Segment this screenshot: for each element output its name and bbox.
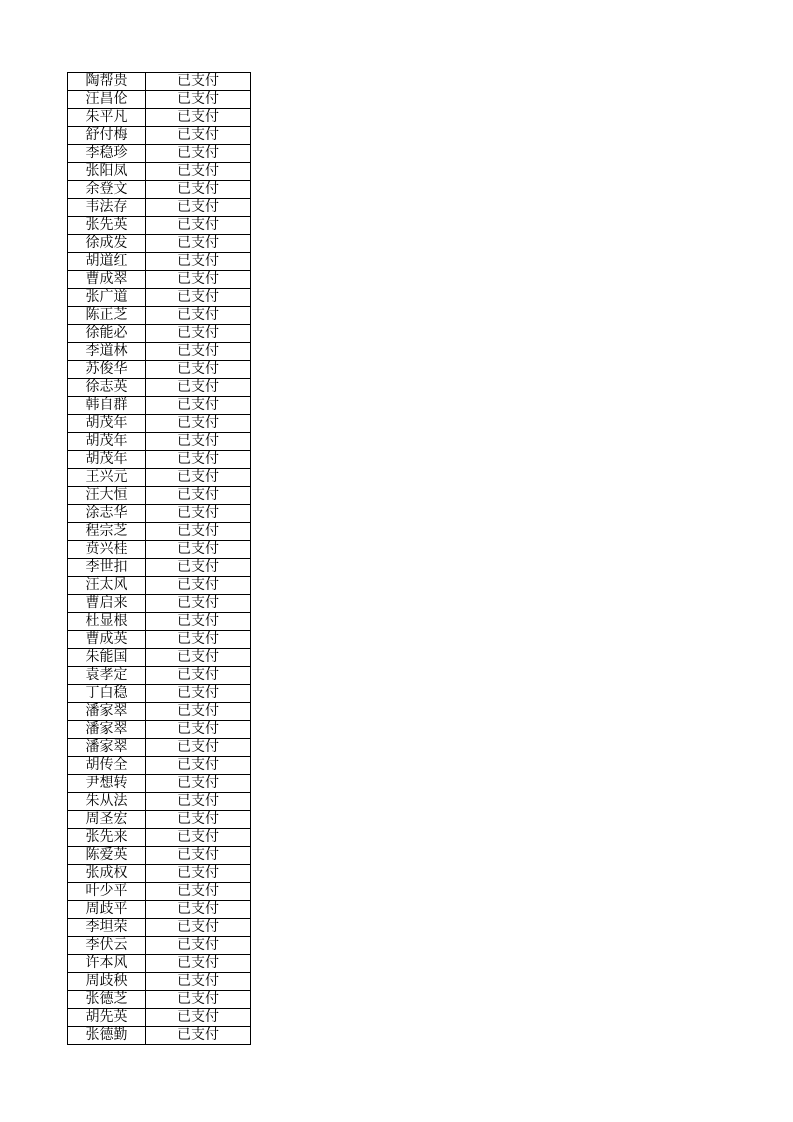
table-row [68,739,251,757]
table-row [68,235,251,253]
table-row [68,307,251,325]
payment-status-cell: 已支付 [146,721,251,739]
table-row [68,595,251,613]
payment-status-cell: 已支付 [146,559,251,577]
payment-status-cell: 已支付 [146,577,251,595]
table-row [68,91,251,109]
name-cell: 张阳凤 [68,163,146,181]
payment-status-cell: 已支付 [146,919,251,937]
payment-status-cell: 已支付 [146,73,251,91]
name-cell: 张先来 [68,829,146,847]
name-cell: 周歧秧 [68,973,146,991]
payment-status-cell: 已支付 [146,343,251,361]
payment-status-cell: 已支付 [146,793,251,811]
name-cell: 张德勤 [68,1027,146,1045]
name-cell: 曹成翠 [68,271,146,289]
payment-status-cell: 已支付 [146,379,251,397]
payment-status-cell: 已支付 [146,811,251,829]
table-row [68,613,251,631]
payment-status-cell: 已支付 [146,667,251,685]
payment-status-cell: 已支付 [146,271,251,289]
name-cell: 曹启来 [68,595,146,613]
name-cell: 胡茂年 [68,415,146,433]
name-cell: 李坦荣 [68,919,146,937]
name-cell: 李伏云 [68,937,146,955]
name-cell: 朱能国 [68,649,146,667]
payment-status-cell: 已支付 [146,253,251,271]
table-row [68,127,251,145]
table-row [68,649,251,667]
name-cell: 陈爱英 [68,847,146,865]
table-row [68,109,251,127]
table-row [68,253,251,271]
name-cell: 陶帮贵 [68,73,146,91]
table-row [68,865,251,883]
table-row [68,505,251,523]
payment-status-cell: 已支付 [146,91,251,109]
payment-status-cell: 已支付 [146,829,251,847]
table-row [68,703,251,721]
table-row [68,343,251,361]
table-row [68,469,251,487]
table-row [68,829,251,847]
payment-status-cell: 已支付 [146,937,251,955]
table-row [68,577,251,595]
payment-status-cell: 已支付 [146,451,251,469]
name-cell: 袁孝定 [68,667,146,685]
payment-status-cell: 已支付 [146,685,251,703]
table-row [68,793,251,811]
name-cell: 韦法存 [68,199,146,217]
name-cell: 曹成英 [68,631,146,649]
table-row [68,217,251,235]
name-cell: 涂志华 [68,505,146,523]
payment-status-cell: 已支付 [146,523,251,541]
table-row [68,145,251,163]
payment-status-cell: 已支付 [146,505,251,523]
payment-status-cell: 已支付 [146,757,251,775]
payment-status-cell: 已支付 [146,847,251,865]
table-row [68,631,251,649]
name-cell: 胡茂年 [68,451,146,469]
table-row [68,433,251,451]
payment-status-cell: 已支付 [146,415,251,433]
name-cell: 韩自群 [68,397,146,415]
payment-status-cell: 已支付 [146,433,251,451]
payment-status-cell: 已支付 [146,397,251,415]
payment-status-cell: 已支付 [146,127,251,145]
name-cell: 徐成发 [68,235,146,253]
payment-status-cell: 已支付 [146,541,251,559]
name-cell: 汪太风 [68,577,146,595]
name-cell: 余登文 [68,181,146,199]
payment-status-cell: 已支付 [146,235,251,253]
name-cell: 周圣宏 [68,811,146,829]
table-row [68,415,251,433]
payment-status-cell: 已支付 [146,883,251,901]
table-row [68,1009,251,1027]
name-cell: 徐能必 [68,325,146,343]
table-row [68,523,251,541]
payment-status-cell: 已支付 [146,955,251,973]
payment-status-cell: 已支付 [146,109,251,127]
name-cell: 李道林 [68,343,146,361]
table-row [68,199,251,217]
table-row [68,847,251,865]
name-cell: 李稳珍 [68,145,146,163]
payment-status-cell: 已支付 [146,865,251,883]
payment-table-body [68,73,251,1045]
payment-status-cell: 已支付 [146,361,251,379]
name-cell: 胡茂年 [68,433,146,451]
payment-status-cell: 已支付 [146,775,251,793]
name-cell: 张德芝 [68,991,146,1009]
name-cell: 潘家翠 [68,703,146,721]
name-cell: 朱平凡 [68,109,146,127]
table-row [68,1027,251,1045]
name-cell: 张成权 [68,865,146,883]
name-cell: 潘家翠 [68,721,146,739]
table-row [68,73,251,91]
payment-status-cell: 已支付 [146,649,251,667]
table-row [68,973,251,991]
name-cell: 贲兴桂 [68,541,146,559]
name-cell: 张广道 [68,289,146,307]
payment-status-cell: 已支付 [146,631,251,649]
name-cell: 潘家翠 [68,739,146,757]
table-row [68,883,251,901]
table-row [68,991,251,1009]
name-cell: 李世扣 [68,559,146,577]
payment-status-cell: 已支付 [146,145,251,163]
payment-status-cell: 已支付 [146,739,251,757]
payment-status-cell: 已支付 [146,325,251,343]
name-cell: 朱从法 [68,793,146,811]
payment-status-cell: 已支付 [146,217,251,235]
table-row [68,811,251,829]
payment-status-cell: 已支付 [146,163,251,181]
table-row [68,487,251,505]
table-row [68,919,251,937]
table-row [68,901,251,919]
payment-status-cell: 已支付 [146,307,251,325]
table-row [68,541,251,559]
name-cell: 许本风 [68,955,146,973]
payment-status-cell: 已支付 [146,703,251,721]
name-cell: 汪昌伦 [68,91,146,109]
table-row [68,361,251,379]
table-row [68,289,251,307]
name-cell: 陈正芝 [68,307,146,325]
table-row [68,685,251,703]
name-cell: 胡先英 [68,1009,146,1027]
table-row [68,775,251,793]
name-cell: 杜显根 [68,613,146,631]
name-cell: 丁白稳 [68,685,146,703]
table-row [68,163,251,181]
payment-status-cell: 已支付 [146,991,251,1009]
table-row [68,181,251,199]
payment-status-cell: 已支付 [146,289,251,307]
name-cell: 胡道红 [68,253,146,271]
table-row [68,397,251,415]
payment-status-cell: 已支付 [146,469,251,487]
payment-status-cell: 已支付 [146,973,251,991]
name-cell: 张先英 [68,217,146,235]
table-row [68,271,251,289]
payment-status-cell: 已支付 [146,901,251,919]
name-cell: 舒付梅 [68,127,146,145]
name-cell: 尹想转 [68,775,146,793]
payment-status-cell: 已支付 [146,1027,251,1045]
payment-status-cell: 已支付 [146,199,251,217]
table-row [68,559,251,577]
name-cell: 王兴元 [68,469,146,487]
name-cell: 苏俊华 [68,361,146,379]
payment-status-cell: 已支付 [146,613,251,631]
table-row [68,667,251,685]
name-cell: 叶少平 [68,883,146,901]
table-row [68,955,251,973]
name-cell: 胡传全 [68,757,146,775]
table-row [68,325,251,343]
name-cell: 徐志英 [68,379,146,397]
payment-status-cell: 已支付 [146,595,251,613]
payment-status-table [67,72,251,1045]
table-row [68,451,251,469]
name-cell: 周歧平 [68,901,146,919]
payment-status-cell: 已支付 [146,181,251,199]
payment-status-cell: 已支付 [146,1009,251,1027]
name-cell: 汪大恒 [68,487,146,505]
payment-status-cell: 已支付 [146,487,251,505]
table-row [68,937,251,955]
table-row [68,721,251,739]
name-cell: 程宗芝 [68,523,146,541]
table-row [68,757,251,775]
table-row [68,379,251,397]
